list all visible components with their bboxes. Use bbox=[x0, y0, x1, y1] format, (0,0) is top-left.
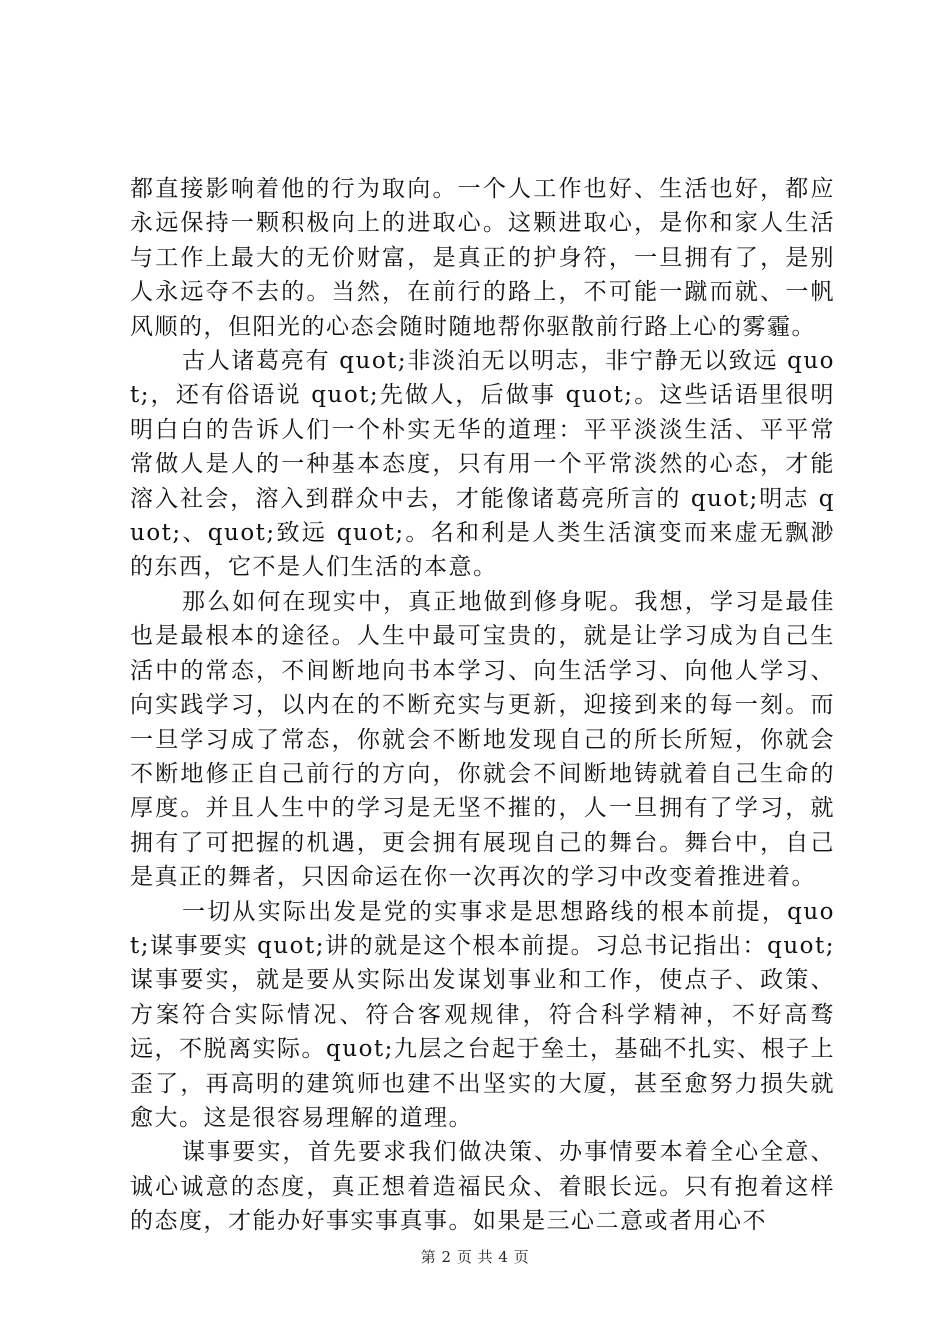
paragraph-2: 古人诸葛亮有 quot;非淡泊无以明志，非宁静无以致远 quot;，还有俗语说 quot;先做人，后做事 quot;。这些话语里很明明白白的告诉人们一个朴实无华的道理：平平淡淡生活、平平常常做人是人的一种基本态度，只有用一个平常淡然的心态，才能溶入社会，溶入到群众中去，才能像诸葛亮所言的 quot;明志 quot;、quot;致远 quot;。名和利是人类生活演变而来虚无飘渺的东西，它不是人们生活的本意。 bbox=[130, 348, 835, 581]
page-number-footer: 第 2 页 共 4 页 bbox=[420, 1248, 530, 1266]
paragraph-3: 那么如何在现实中，真正地做到修身呢。我想，学习是最佳也是最根本的途径。人生中最可宝贵的，就是让学习成为自己生活中的常态，不间断地向书本学习、向生活学习、向他人学习、向实践学习，以内在的不断充实与更新，迎接到来的每一刻。而一旦学习成了常态，你就会不断地发现自己的所长所短，你就会不断地修正自己前行的方向，你就会不间断地铸就着自己生命的厚度。并且人生中的学习是无坚不摧的，人一旦拥有了学习，就拥有了可把握的机遇，更会拥有展现自己的舞台。舞台中，自己是真正的舞者，只因命运在你一次再次的学习中改变着推进着。 bbox=[130, 588, 835, 891]
paragraph-5: 谋事要实，首先要求我们做决策、办事情要本着全心全意、诚心诚意的态度，真正想着造福民众、着眼长远。只有抱着这样的态度，才能办好事实事真事。如果是三心二意或者用心不 bbox=[130, 1139, 835, 1235]
document-body bbox=[130, 172, 835, 1239]
paragraph-4: 一切从实际出发是党的实事求是思想路线的根本前提，quot;谋事要实 quot;讲的就是这个根本前提。习总书记指出：quot;谋事要实，就是要从实际出发谋划事业和工作，使点子、政策、方案符合实际情况、符合客观规律，符合科学精神，不好高骛远，不脱离实际。quot;九层之台起于垒土，基础不扎实、根子上歪了，再高明的建筑师也建不出坚实的大厦，甚至愈努力损失就愈大。这是很容易理解的道理。 bbox=[130, 898, 835, 1131]
paragraph-1: 都直接影响着他的行为取向。一个人工作也好、生活也好，都应永远保持一颗积极向上的进取心。这颗进取心，是你和家人生活与工作上最大的无价财富，是真正的护身符，一旦拥有了，是别人永远夺不去的。当然，在前行的路上，不可能一蹴而就、一帆风顺的，但阳光的心态会随时随地帮你驱散前行路上心的雾霾。 bbox=[130, 176, 835, 340]
